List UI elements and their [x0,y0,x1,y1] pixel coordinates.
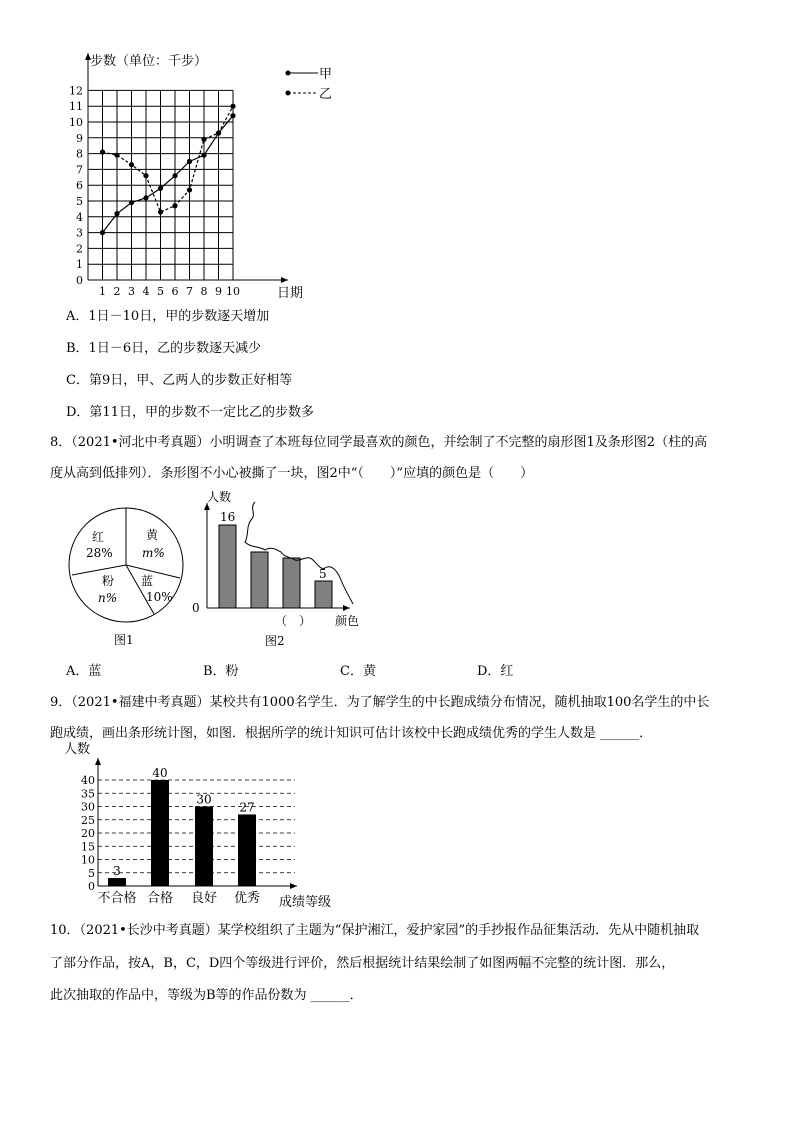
data-point [114,153,119,158]
q7-option-d[interactable]: D．第11日，甲的步数不一定比乙的步数多 [66,405,314,420]
grade-bar-chart [60,738,350,914]
y-tick-label: 6 [76,179,83,193]
pie-red-label: 红 [92,530,105,544]
q10-stem-line1: 10．（2021•长沙中考真题）某学校组织了主题为“保护湘江，爱护家园”的手抄报作品征集活动．先从中随机抽取 [50,923,700,938]
fig2-ylabel: 人数 [207,490,232,504]
data-point [172,203,177,208]
bar-y-tick-label: 10 [81,853,95,867]
q7-option-a[interactable]: A．1日－10日，甲的步数逐天增加 [66,309,270,324]
data-point [158,186,163,191]
q8-option-a[interactable]: A．蓝 [66,664,102,679]
bar-y-tick-label: 40 [81,774,95,787]
x-tick-label: 1 [99,285,106,298]
bar-y-tick-label: 5 [88,866,95,880]
x-tick-label: 9 [215,285,222,298]
data-point [172,173,177,178]
y-tick-label: 3 [76,226,83,240]
q8-option-b[interactable]: B．粉 [203,664,239,679]
fig2-bar-4 [315,581,332,608]
bar-category-label: 不合格 [97,891,137,906]
data-point [100,230,105,235]
fig2-xlabel: 颜色 [335,614,360,628]
bar-y-tick-label: 35 [81,787,95,801]
data-point [216,130,221,135]
y-tick-label: 2 [76,242,83,256]
x-tick-label: 2 [113,285,121,298]
fig2-bar-1 [219,525,236,608]
q10-stem-line3: 此次抽取的作品中，等级为B等的作品份数为 ______． [50,988,363,1003]
steps-line-chart [60,45,350,300]
data-point [129,200,134,205]
y-tick-label: 10 [69,116,83,129]
fig2-bar-4-value: 5 [319,567,327,581]
data-point [201,137,206,142]
pie-blue-label: 蓝 [141,574,154,588]
bar-value-label: 40 [152,766,168,780]
data-point [100,149,105,154]
data-point [114,211,119,216]
x-tick-label: 6 [171,285,179,298]
bar-x-axis-arrow [290,883,297,889]
fig2-bar-3 [283,558,300,608]
x-tick-label: 3 [128,285,135,298]
y-axis-label: 步数（单位：千步） [90,54,208,69]
data-point [201,153,206,158]
q7-option-c[interactable]: C．第9日，甲、乙两人的步数正好相等 [66,373,293,388]
series-line-jia [103,116,234,233]
bar-value-label: 30 [196,792,212,807]
q10-stem-line2: 了部分作品，按A，B，C，D四个等级进行评价，然后根据统计结果绘制了如图两幅不完整的统计图．那么， [50,956,675,971]
data-point [187,187,192,192]
legend-label-jia: 甲 [319,67,333,82]
bar-y-tick-label: 25 [81,813,95,827]
pie-yellow-label: 黄 [146,528,159,542]
bar-良好 [195,807,213,887]
bar-y-tick-label: 30 [81,800,95,814]
y-tick-label: 11 [69,100,83,114]
bar-y-axis-arrow [95,758,101,765]
pie-pink-label: 粉 [102,574,115,588]
bar-y-axis-label: 人数 [64,742,91,757]
y-tick-label: 9 [76,131,83,145]
pie-chart-fig1 [62,498,192,648]
fig2-blank: （ ） [275,614,312,628]
bar-y-tick-label: 0 [88,880,95,893]
x-tick-label: 7 [186,285,193,298]
q8-stem-line2: 度从高到低排列）．条形图不小心被撕了一块，图2中“（ ）”应填的颜色是（ ） [50,466,534,481]
bar-value-label: 27 [239,800,255,815]
bar-value-label: 3 [113,864,121,879]
q9-stem-line2: 跑成绩，画出条形统计图，如图．根据所学的统计知识可估计该校中长跑成绩优秀的学生人数是 ______． [50,726,653,741]
y-tick-label: 5 [76,195,83,208]
data-point [143,173,148,178]
x-tick-label: 8 [200,285,208,298]
bar-不合格 [108,878,126,886]
data-point [187,159,192,164]
y-tick-label: 8 [76,147,83,161]
pie-red-pct: 28% [86,546,113,560]
x-tick-label: 5 [157,285,164,298]
q9-stem-line1: 9．（2021•福建中考真题）某校共有1000名学生．为了解学生的中长跑成绩分布情况，随机抽取100名学生的中长 [50,695,710,710]
x-axis-arrow [281,277,288,283]
data-point [143,195,148,200]
torn-bar-chart-fig2 [185,490,370,650]
x-tick-label: 4 [142,285,150,298]
y-tick-label: 0 [76,274,83,287]
data-point [230,113,235,118]
x-axis-label: 日期 [277,286,304,300]
pie-blue-pct: 10% [146,590,173,604]
pie-pink-pct: n% [98,591,118,605]
bar-优秀 [238,814,256,886]
q8-option-d[interactable]: D．红 [477,664,514,679]
bar-y-tick-label: 20 [81,827,95,840]
y-tick-label: 7 [76,163,83,177]
q7-option-b[interactable]: B．1日－6日，乙的步数逐天减少 [66,341,262,356]
bar-category-label: 合格 [146,891,174,906]
fig2-bar-1-value: 16 [220,510,236,524]
q8-stem-line1: 8．（2021•河北中考真题）小明调查了本班每位同学最喜欢的颜色，并绘制了不完整的扇形图1及条形图2（柱的高 [50,435,708,450]
fig2-caption: 图2 [265,634,285,648]
fig1-caption: 图1 [114,633,134,647]
y-tick-label: 4 [76,210,83,224]
fig2-origin: 0 [192,601,200,615]
bar-category-label: 优秀 [233,891,261,906]
data-point [158,209,163,214]
bar-category-label: 良好 [190,891,218,906]
bar-y-tick-label: 15 [81,840,95,854]
q8-option-c[interactable]: C．黄 [340,664,376,679]
bar-合格 [151,780,169,886]
fig2-bar-2 [251,552,268,608]
legend-label-yi: 乙 [319,87,333,102]
bar-x-axis-label: 成绩等级 [279,895,332,910]
x-tick-label: 10 [226,285,240,298]
pie-yellow-pct: m% [142,546,165,560]
data-point [129,162,134,167]
data-point [230,104,235,109]
y-tick-label: 1 [76,258,83,272]
y-tick-label: 12 [69,84,83,98]
